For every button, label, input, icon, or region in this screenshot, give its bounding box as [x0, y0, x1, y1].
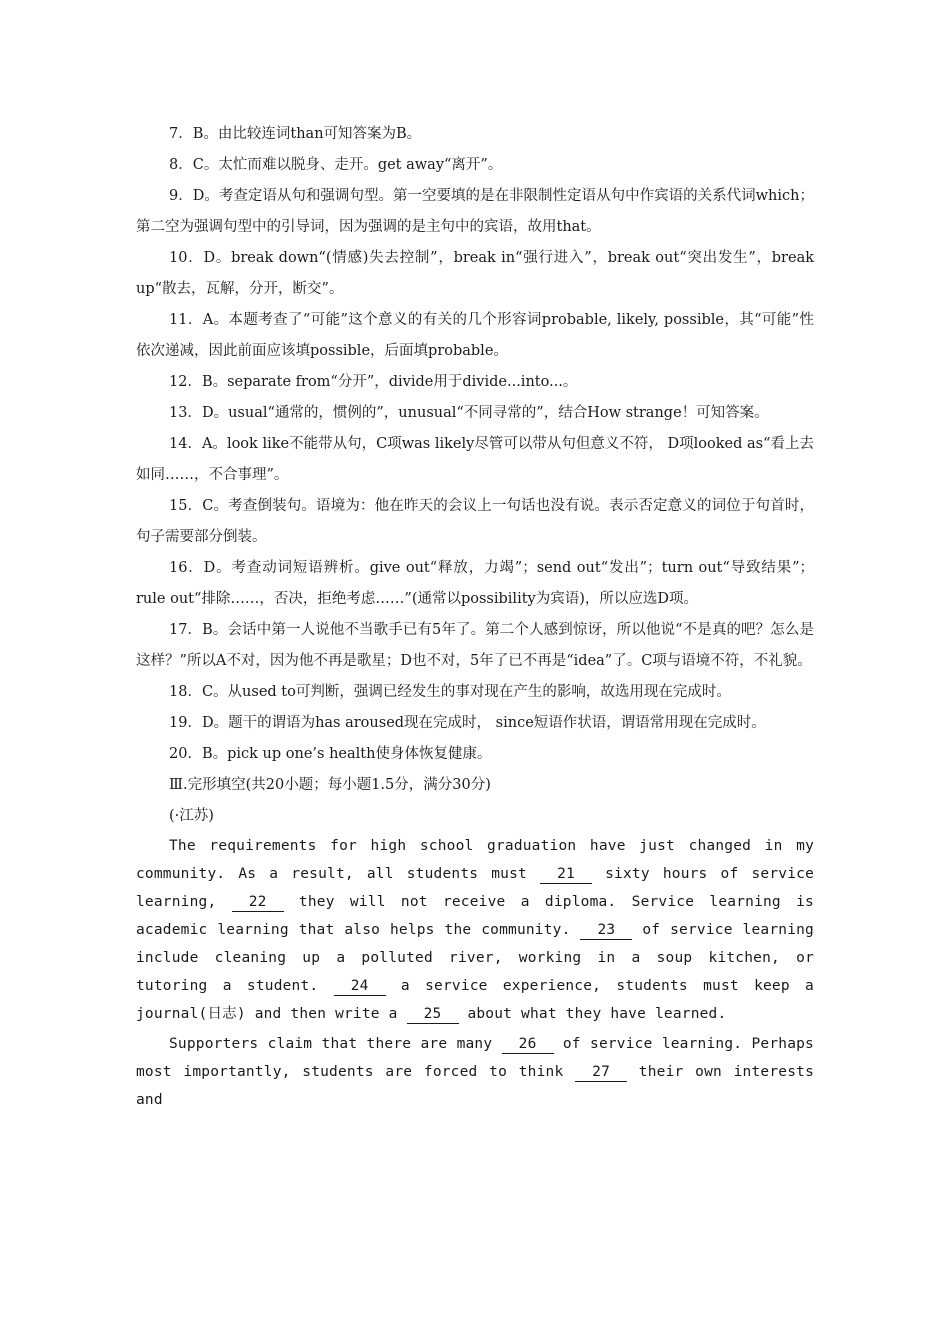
passage-text: about what they have learned.	[458, 1006, 727, 1022]
passage-paragraph-2	[136, 1030, 814, 1114]
answer-16: 16．D。考查动词短语辨析。give out“释放，力竭”；send out“发出”；turn out“导致结果”；rule out“排除……，否决，拒绝考虑……”(通常以possibility为宾语)，所以应选D项。	[136, 560, 814, 607]
answer-17: 17．B。会话中第一人说他不当歌手已有5年了。第二个人感到惊讶，所以他说“不是真的吧？怎么是这样？”所以A不对，因为他不再是歌星；D也不对，5年了已不再是“idea”了。C项与语境不符，不礼貌。	[136, 622, 814, 669]
blank-number: 26	[518, 1036, 537, 1052]
blank-number: 25	[423, 1006, 442, 1022]
answer-13: 13．D。usual“通常的，惯例的”，unusual“不同寻常的”，结合How strange！可知答案。	[169, 405, 769, 421]
blank-21	[540, 865, 592, 884]
answer-14: 14．A。look like不能带从句，C项was likely尽管可以带从句但意义不符， D项looked as“看上去如同……，不合事理”。	[136, 436, 814, 483]
answer-20: 20．B。pick up one’s health使身体恢复健康。	[169, 746, 492, 762]
section-heading: Ⅲ.完形填空(共20小题；每小题1.5分，满分30分)	[169, 777, 491, 793]
passage-text: sixty hours of service learning,	[136, 866, 814, 910]
passage-text: of service learning. Perhaps most importantly, students are forced to think	[136, 1036, 814, 1080]
answer-7: 7．B。由比较连词than可知答案为B。	[169, 126, 422, 142]
passage-text: their own interests and	[136, 1064, 814, 1108]
blank-number: 23	[597, 922, 616, 938]
blank-23	[580, 921, 632, 940]
passage-text: of service learning include cleaning up a polluted river, working in a soup kitchen, or tutoring a student.	[136, 922, 814, 994]
answer-11: 11．A。本题考查了“可能”这个意义的有关的几个形容词probable, likely, possible，其“可能”性依次递减，因此前面应该填possible，后面填probable。	[136, 312, 814, 359]
answer-15: 15．C。考查倒装句。语境为：他在昨天的会议上一句话也没有说。表示否定意义的词位于句首时，句子需要部分倒装。	[136, 498, 814, 545]
answer-9: 9．D。考查定语从句和强调句型。第一空要填的是在非限制性定语从句中作宾语的关系代词which；第二空为强调句型中的引导词，因为强调的是主句中的宾语，故用that。	[136, 188, 814, 235]
blank-22	[232, 893, 284, 912]
passage-text: The requirements for high school graduation have just changed in my community. As a result, all students must	[136, 838, 814, 882]
passage-text: a service experience, students must keep a journal(日志) and then write a	[136, 978, 814, 1022]
answer-10: 10．D。break down“(情感)失去控制”，break in“强行进入”，break out“突出发生”，break up“散去，瓦解，分开，断交”。	[136, 250, 814, 297]
blank-26	[502, 1035, 554, 1054]
answer-19: 19．D。题干的谓语为has aroused现在完成时， since短语作状语，谓语常用现在完成时。	[169, 715, 766, 731]
passage-text: they will not receive a diploma. Service learning is academic learning that also helps the community.	[136, 894, 814, 938]
passage-text: Supporters claim that there are many	[169, 1036, 502, 1052]
blank-number: 21	[557, 866, 575, 882]
blank-number: 24	[350, 978, 369, 994]
blank-number: 22	[248, 894, 267, 910]
source-note: (·江苏)	[169, 808, 214, 824]
answer-18: 18．C。从used to可判断，强调已经发生的事对现在产生的影响，故选用现在完成时。	[169, 684, 731, 700]
blank-27	[575, 1063, 627, 1082]
passage-paragraph-1	[136, 832, 814, 1028]
blank-number: 27	[592, 1064, 611, 1080]
answer-8: 8．C。太忙而难以脱身、走开。get away“离开”。	[169, 157, 503, 173]
answer-12: 12．B。separate from“分开”，divide用于divide...into...。	[169, 374, 578, 390]
document-body	[136, 119, 814, 1114]
blank-24	[334, 977, 386, 996]
blank-25	[407, 1005, 459, 1024]
